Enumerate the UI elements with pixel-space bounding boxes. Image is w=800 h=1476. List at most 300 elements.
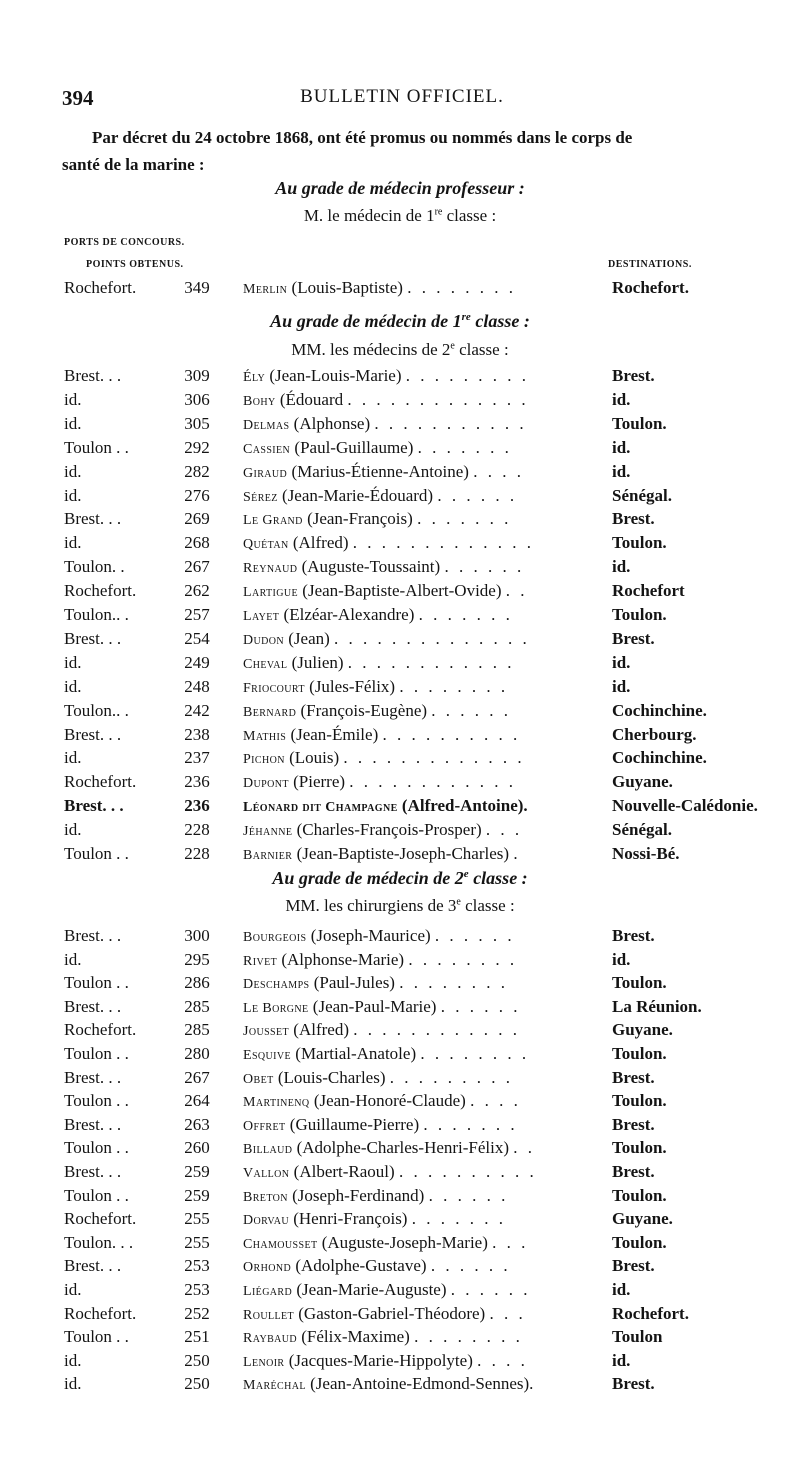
officer-surname: Barnier xyxy=(243,848,293,863)
promotion-row xyxy=(0,366,800,392)
leader-dots: . . . . . . xyxy=(434,926,515,945)
officer-surname: Cheval xyxy=(243,656,288,672)
officer-name xyxy=(243,653,607,673)
officer-surname: Bernard xyxy=(243,704,297,720)
officer-given-names: (Adolphe-Charles-Henri-Félix) xyxy=(292,1138,510,1158)
promotion-row xyxy=(0,796,800,822)
port-of-competition: Rochefort. xyxy=(64,581,137,601)
points-obtained: 250 xyxy=(184,1374,210,1394)
leader-dots: . . . . . . . xyxy=(411,1209,506,1229)
destination: Toulon. xyxy=(612,413,667,433)
officer-name xyxy=(243,1233,607,1253)
leader-dots: . . . . . . xyxy=(440,996,521,1016)
leader-dots: . xyxy=(513,844,521,863)
points-obtained: 292 xyxy=(184,437,210,457)
points-obtained: 285 xyxy=(184,1020,210,1040)
destination: id. xyxy=(612,676,631,696)
officer-surname: Rivet xyxy=(243,953,278,969)
section-subheading-premiere-classe: MM. les médecins de 2e classe : xyxy=(291,340,509,359)
officer-surname: Billaud xyxy=(243,1142,293,1158)
officer-name xyxy=(243,1280,607,1300)
destination: id. xyxy=(612,652,631,672)
officer-given-names: (Jacques-Marie-Hippolyte) xyxy=(284,1350,473,1370)
leader-dots: . . . . . . . . . . . . . xyxy=(347,389,529,409)
points-obtained: 285 xyxy=(184,996,210,1016)
leader-dots: . . . . . . . . . . . . . . xyxy=(334,628,530,648)
officer-name xyxy=(243,1138,607,1158)
destination: Guyane. xyxy=(612,1209,673,1229)
points-obtained: 349 xyxy=(184,278,210,297)
destination: id. xyxy=(612,949,631,969)
officer-name xyxy=(243,1374,607,1394)
promotion-row xyxy=(0,725,800,751)
promotion-row xyxy=(0,278,800,304)
leader-dots: . . . . . . . . . . . . . xyxy=(352,533,535,553)
destination: Rochefort xyxy=(612,581,685,601)
officer-name xyxy=(243,1351,607,1371)
officer-surname: Dudon xyxy=(243,632,284,648)
destination: Rochefort. xyxy=(612,278,689,297)
points-obtained: 236 xyxy=(184,772,210,792)
officer-given-names: (Pierre) xyxy=(288,772,346,792)
officer-given-names: (Alfred-Antoine). xyxy=(397,796,528,816)
officer-name xyxy=(243,725,607,745)
port-of-competition: Brest. . . xyxy=(64,509,122,529)
officer-surname: Esquive xyxy=(243,1048,292,1063)
officer-name xyxy=(243,629,607,649)
points-obtained: 228 xyxy=(184,844,210,863)
port-of-competition: Brest. . . xyxy=(64,366,122,385)
officer-given-names: (Alfred) xyxy=(288,533,349,553)
column-header-points: POINTS OBTENUS. xyxy=(86,259,184,270)
points-obtained: 262 xyxy=(184,581,210,601)
promotion-row xyxy=(0,820,800,846)
leader-dots: . . . . . . . . . xyxy=(389,1067,513,1087)
port-of-competition: Brest. . . xyxy=(64,926,122,945)
officer-surname: Offret xyxy=(243,1118,286,1134)
officer-given-names: (Joseph-Maurice) xyxy=(306,926,431,945)
officer-given-names: (Guillaume-Pierre) xyxy=(285,1114,420,1134)
officer-given-names: (Jean-Honoré-Claude) xyxy=(309,1091,466,1111)
officer-surname: Ély xyxy=(243,370,266,385)
officer-given-names: (Joseph-Ferdinand) xyxy=(287,1185,425,1205)
promotion-row xyxy=(0,438,800,464)
points-obtained: 237 xyxy=(184,748,210,768)
promotion-row xyxy=(0,462,800,488)
officer-surname: Breton xyxy=(243,1189,288,1205)
officer-name xyxy=(243,1256,607,1276)
points-obtained: 255 xyxy=(184,1232,210,1252)
destination: Cochinchine. xyxy=(612,700,707,720)
destination: Brest. xyxy=(612,1114,655,1134)
destination: Brest. xyxy=(612,1374,655,1394)
officer-surname: Cassien xyxy=(243,441,291,457)
officer-given-names: (Gaston-Gabriel-Théodore) xyxy=(294,1303,486,1323)
points-obtained: 259 xyxy=(184,1162,210,1181)
officer-surname: Mathis xyxy=(243,728,287,744)
destination: Brest. xyxy=(612,628,655,648)
leader-dots: . . . . . . . . xyxy=(420,1044,530,1063)
officer-surname: Sérez xyxy=(243,489,278,505)
officer-given-names: (Charles-François-Prosper) xyxy=(292,820,482,840)
officer-given-names: (Auguste-Joseph-Marie) xyxy=(317,1232,488,1252)
port-of-competition: Toulon.. . xyxy=(64,605,129,624)
destination: Rochefort. xyxy=(612,1303,689,1323)
port-of-competition: id. xyxy=(64,820,82,840)
port-of-competition: id. xyxy=(64,676,82,696)
port-of-competition: Toulon. . . xyxy=(64,1232,134,1252)
points-obtained: 309 xyxy=(184,366,210,385)
officer-surname: Orhond xyxy=(243,1260,292,1276)
officer-given-names: (Marius-Étienne-Antoine) xyxy=(287,461,469,481)
promotion-row xyxy=(0,509,800,535)
points-obtained: 236 xyxy=(184,796,210,816)
officer-given-names: (Alfred) xyxy=(289,1020,349,1040)
leader-dots: . . . . . . . . . . . . xyxy=(347,652,515,672)
officer-name xyxy=(243,533,607,553)
officer-name xyxy=(243,973,607,993)
port-of-competition: Toulon . . xyxy=(64,1044,129,1063)
port-of-competition: Toulon . . xyxy=(64,1138,129,1158)
destination: Cherbourg. xyxy=(612,724,697,744)
points-obtained: 305 xyxy=(184,413,210,433)
destination: Nossi-Bé. xyxy=(612,844,680,863)
section-heading-professeur: Au grade de médecin professeur : xyxy=(275,178,525,198)
port-of-competition: Toulon . . xyxy=(64,844,129,863)
leader-dots: . . . xyxy=(489,1303,526,1323)
leader-dots: . . . . . . . xyxy=(417,509,512,529)
officer-given-names: (Jean-Antoine-Edmond-Sennes). xyxy=(305,1374,534,1394)
promotion-row xyxy=(0,1280,800,1306)
points-obtained: 252 xyxy=(184,1303,210,1323)
destination: Brest. xyxy=(612,1067,655,1087)
points-obtained: 263 xyxy=(184,1114,210,1134)
promotion-row xyxy=(0,1233,800,1259)
officer-given-names: (Alphonse-Marie) xyxy=(277,949,405,969)
leader-dots: . . . . xyxy=(473,461,524,481)
points-obtained: 282 xyxy=(184,461,210,481)
destination: Brest. xyxy=(612,366,655,385)
officer-surname: Raybaud xyxy=(243,1331,297,1347)
destination: Sénégal. xyxy=(612,820,672,840)
promotion-row xyxy=(0,677,800,703)
port-of-competition: id. xyxy=(64,652,82,672)
promotion-row xyxy=(0,581,800,607)
destination: Toulon. xyxy=(612,605,667,624)
officer-given-names: (Jean) xyxy=(284,628,330,648)
promotion-row xyxy=(0,1020,800,1046)
points-obtained: 286 xyxy=(184,973,210,993)
officer-given-names: (Paul-Jules) xyxy=(309,973,395,993)
points-obtained: 268 xyxy=(184,533,210,553)
column-header-destinations: DESTINATIONS. xyxy=(608,259,692,270)
destination: Brest. xyxy=(612,926,655,945)
leader-dots: . . . . . . . . . . xyxy=(382,724,521,744)
points-obtained: 250 xyxy=(184,1350,210,1370)
points-obtained: 228 xyxy=(184,820,210,840)
leader-dots: . . . . . . . xyxy=(423,1114,518,1134)
leader-dots: . . . . . . xyxy=(431,700,512,720)
officer-surname: Maréchal xyxy=(243,1378,306,1394)
points-obtained: 253 xyxy=(184,1256,210,1276)
leader-dots: . . . . . . xyxy=(430,1256,511,1276)
destination: Toulon xyxy=(612,1327,663,1347)
officer-name xyxy=(243,366,607,386)
port-of-competition: Rochefort. xyxy=(64,278,137,297)
leader-dots: . . xyxy=(513,1138,536,1158)
destination: id. xyxy=(612,1280,631,1299)
leader-dots: . . . . . . . . xyxy=(407,278,516,297)
promotion-row xyxy=(0,1374,800,1400)
officer-given-names: (Auguste-Toussaint) xyxy=(297,557,441,577)
officer-name xyxy=(243,557,607,577)
officer-name xyxy=(243,1304,607,1324)
promotion-row xyxy=(0,557,800,583)
points-obtained: 300 xyxy=(184,926,210,945)
running-title: BULLETIN OFFICIEL. xyxy=(300,86,504,107)
port-of-competition: Toulon . . xyxy=(64,1091,129,1111)
officer-name xyxy=(243,581,607,601)
officer-surname: Bourgeois xyxy=(243,930,307,945)
officer-given-names: (Jean-Paul-Marie) xyxy=(308,996,437,1016)
destination: id. xyxy=(612,557,631,577)
intro-line-1: Par décret du 24 octobre 1868, ont été promus ou nommés dans le corps de xyxy=(92,128,633,147)
leader-dots: . . . . . . . . xyxy=(399,676,509,696)
destination: id. xyxy=(612,461,631,481)
officer-given-names: (Jean-Émile) xyxy=(286,724,379,744)
leader-dots: . . . . . . . . . . xyxy=(398,1162,537,1181)
section-subheading-deuxieme-classe: MM. les chirurgiens de 3e classe : xyxy=(285,896,515,915)
port-of-competition: Toulon . . xyxy=(64,1185,129,1205)
officer-surname: Dupont xyxy=(243,776,289,792)
officer-name xyxy=(243,414,607,434)
leader-dots: . . . xyxy=(485,820,523,840)
promotion-row xyxy=(0,486,800,512)
points-obtained: 255 xyxy=(184,1209,210,1229)
points-obtained: 242 xyxy=(184,700,210,720)
leader-dots: . . . . . . . . xyxy=(414,1327,523,1347)
officer-name xyxy=(243,820,607,840)
destination: Toulon. xyxy=(612,1185,667,1205)
page-number: 394 xyxy=(62,86,94,110)
points-obtained: 249 xyxy=(184,652,210,672)
leader-dots: . . . xyxy=(492,1232,529,1252)
officer-name xyxy=(243,605,607,625)
officer-given-names: (Félix-Maxime) xyxy=(297,1327,410,1347)
points-obtained: 259 xyxy=(184,1185,210,1205)
port-of-competition: Rochefort. xyxy=(64,1303,137,1323)
officer-name xyxy=(243,390,607,410)
points-obtained: 267 xyxy=(184,557,210,577)
officer-surname: Le Borgne xyxy=(243,1000,309,1016)
promotion-row xyxy=(0,1162,800,1188)
officer-given-names: (Jean-François) xyxy=(302,509,413,529)
promotion-row xyxy=(0,1138,800,1164)
leader-dots: . . . . . . xyxy=(428,1185,509,1205)
points-obtained: 306 xyxy=(184,389,210,409)
promotion-row xyxy=(0,997,800,1023)
officer-name xyxy=(243,1186,607,1206)
officer-surname: Lartigue xyxy=(243,585,299,601)
port-of-competition: id. xyxy=(64,533,82,553)
officer-name xyxy=(243,1327,607,1347)
promotion-row xyxy=(0,1186,800,1212)
port-of-competition: Brest. . . xyxy=(64,796,124,816)
officer-given-names: (Albert-Raoul) xyxy=(289,1162,395,1181)
officer-name xyxy=(243,1020,607,1040)
officer-name xyxy=(243,1162,607,1182)
port-of-competition: id. xyxy=(64,1350,82,1370)
officer-given-names: (Jean-Marie-Auguste) xyxy=(292,1280,447,1299)
port-of-competition: id. xyxy=(64,485,82,505)
officer-given-names: (Louis) xyxy=(284,748,340,768)
destination: Brest. xyxy=(612,509,655,529)
promotion-row xyxy=(0,844,800,870)
officer-name xyxy=(243,438,607,458)
officer-surname: Lenoir xyxy=(243,1354,285,1370)
officer-name xyxy=(243,278,607,298)
officer-given-names: (Jean-Baptiste-Joseph-Charles) xyxy=(292,844,510,863)
port-of-competition: Brest. . . xyxy=(64,1067,122,1087)
destination: Nouvelle-Calédonie. xyxy=(612,796,758,816)
points-obtained: 280 xyxy=(184,1044,210,1063)
officer-surname: Friocourt xyxy=(243,680,305,696)
leader-dots: . . . . . . . . . . . . xyxy=(353,1020,520,1040)
officer-name xyxy=(243,1209,607,1229)
officer-name xyxy=(243,997,607,1017)
points-obtained: 264 xyxy=(184,1091,210,1111)
officer-given-names: (Julien) xyxy=(287,652,344,672)
destination: Brest. xyxy=(612,1162,655,1181)
leader-dots: . . xyxy=(505,581,528,601)
promotion-row xyxy=(0,1091,800,1117)
destination: La Réunion. xyxy=(612,996,702,1016)
officer-surname: Bohy xyxy=(243,393,276,409)
destination: Brest. xyxy=(612,1256,655,1276)
officer-name xyxy=(243,796,607,816)
promotion-row xyxy=(0,1304,800,1330)
officer-surname: Reynaud xyxy=(243,561,298,577)
officer-surname: Jousset xyxy=(243,1024,290,1040)
promotion-row xyxy=(0,1044,800,1070)
port-of-competition: Toulon . . xyxy=(64,437,129,457)
leader-dots: . . . . . . . xyxy=(417,437,512,457)
section-heading-premiere-classe: Au grade de médecin de 1re classe : xyxy=(270,311,530,331)
port-of-competition: id. xyxy=(64,748,82,768)
destination: Guyane. xyxy=(612,1020,673,1040)
promotion-row xyxy=(0,533,800,559)
port-of-competition: Rochefort. xyxy=(64,772,137,792)
section-subheading-professeur: M. le médecin de 1re classe : xyxy=(303,206,497,225)
port-of-competition: Toulon . . xyxy=(64,973,129,993)
port-of-competition: Brest. . . xyxy=(64,1256,122,1276)
destination: Toulon. xyxy=(612,533,667,553)
officer-surname: Jéhanne xyxy=(243,824,293,840)
leader-dots: . . . . . . . . . . . . xyxy=(349,772,517,792)
destination: id. xyxy=(612,437,631,457)
officer-given-names: (Henri-François) xyxy=(288,1209,408,1229)
officer-given-names: (Jean-Louis-Marie) xyxy=(265,366,402,385)
officer-surname: Liégard xyxy=(243,1284,293,1299)
officer-surname: Dorvau xyxy=(243,1213,289,1229)
points-obtained: 269 xyxy=(184,509,210,529)
points-obtained: 248 xyxy=(184,676,210,696)
leader-dots: . . . . . . . . . . . xyxy=(374,413,527,433)
promotion-row xyxy=(0,926,800,952)
port-of-competition: Brest. . . xyxy=(64,996,122,1016)
page-header xyxy=(62,86,742,114)
officer-name xyxy=(243,926,607,946)
officer-given-names: (François-Eugène) xyxy=(296,700,428,720)
officer-name xyxy=(243,1091,607,1111)
officer-surname: Chamousset xyxy=(243,1236,318,1252)
officer-name xyxy=(243,844,607,864)
officer-given-names: (Jean-Baptiste-Albert-Ovide) xyxy=(298,581,502,601)
officer-surname: Delmas xyxy=(243,417,290,433)
port-of-competition: Rochefort. xyxy=(64,1209,137,1229)
promotion-row xyxy=(0,973,800,999)
officer-name xyxy=(243,509,607,529)
officer-given-names: (Jules-Félix) xyxy=(304,676,396,696)
destination: id. xyxy=(612,1350,631,1370)
leader-dots: . . . . . . . . xyxy=(408,949,518,969)
port-of-competition: Brest. . . xyxy=(64,628,122,648)
promotion-row xyxy=(0,748,800,774)
column-header-ports: PORTS DE CONCOURS. xyxy=(64,237,185,248)
officer-name xyxy=(243,701,607,721)
destination: Toulon. xyxy=(612,1044,667,1063)
leader-dots: . . . . xyxy=(477,1350,528,1370)
officer-given-names: (Jean-Marie-Édouard) xyxy=(277,485,434,505)
officer-surname: Deschamps xyxy=(243,977,310,993)
officer-name xyxy=(243,1068,607,1088)
points-obtained: 238 xyxy=(184,724,210,744)
leader-dots: . . . . . . xyxy=(450,1280,531,1299)
promotion-row xyxy=(0,414,800,440)
officer-name xyxy=(243,1115,607,1135)
section-heading-deuxieme-classe: Au grade de médecin de 2e classe : xyxy=(272,868,528,888)
destination: Toulon. xyxy=(612,1138,667,1158)
promotion-row xyxy=(0,1327,800,1353)
points-obtained: 260 xyxy=(184,1138,210,1158)
officer-name xyxy=(243,1044,607,1064)
leader-dots: . . . . . . xyxy=(437,485,518,505)
leader-dots: . . . . . . . . . xyxy=(405,366,530,385)
promotion-row xyxy=(0,1209,800,1235)
leader-dots: . . . . xyxy=(470,1091,521,1111)
officer-surname: Martinenq xyxy=(243,1095,310,1111)
officer-given-names: (Louis-Baptiste) xyxy=(287,278,403,297)
officer-surname: Merlin xyxy=(243,282,288,297)
destination: Cochinchine. xyxy=(612,748,707,768)
officer-name xyxy=(243,748,607,768)
port-of-competition: Brest. . . xyxy=(64,1114,122,1134)
leader-dots: . . . . . . . . xyxy=(399,973,508,993)
promotion-row xyxy=(0,390,800,416)
decree-intro xyxy=(62,124,762,178)
officer-given-names: (Édouard xyxy=(275,389,344,409)
officer-name xyxy=(243,462,607,482)
port-of-competition: Brest. . . xyxy=(64,1162,122,1181)
points-obtained: 295 xyxy=(184,949,210,969)
points-obtained: 267 xyxy=(184,1067,210,1087)
officer-name xyxy=(243,950,607,970)
officer-given-names: (Adolphe-Gustave) xyxy=(291,1256,427,1276)
officer-surname: Layet xyxy=(243,609,280,624)
promotion-row xyxy=(0,950,800,976)
officer-given-names: (Martial-Anatole) xyxy=(291,1044,417,1063)
promotion-row xyxy=(0,1068,800,1094)
